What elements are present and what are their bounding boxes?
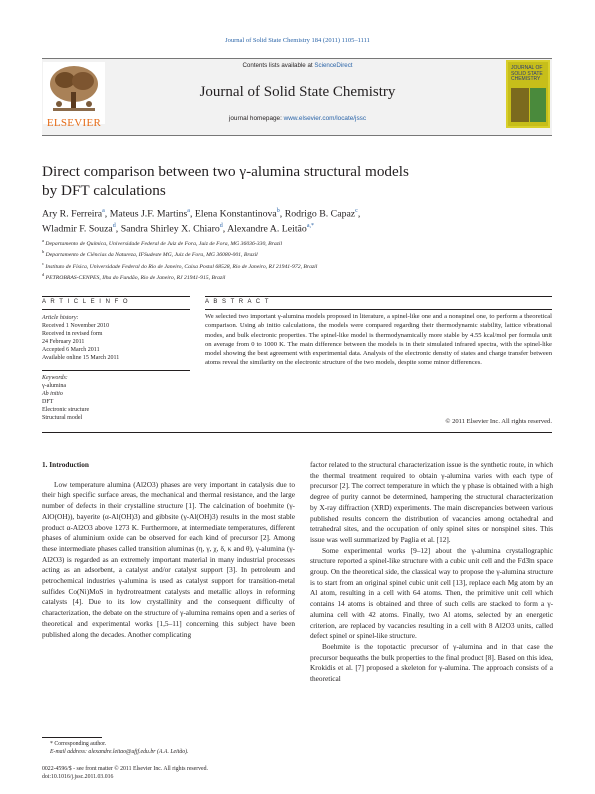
publisher-name: ELSEVIER <box>46 117 102 129</box>
abstract-rule-mid <box>205 309 552 310</box>
author-list: Ary R. Ferreira$^a$, Mateus J.F. Martins$^a$, Elena Konstantinova$^b$, Rodrigo B. Capaz$^c$, Wladmir F. Souza$^d$, Sandra Shirley X. Chiaro$^d$, Alexandre A. Leitão$^{a,*}$ <box>42 208 361 235</box>
author-affil-sup[interactable]: a <box>187 208 190 214</box>
history-item: Accepted 6 March 2011 <box>42 347 100 354</box>
history-item: Available online 15 March 2011 <box>42 355 120 362</box>
sciencedirect-link[interactable]: ScienceDirect <box>314 62 353 69</box>
author-affil-sup[interactable]: a <box>102 208 105 214</box>
footer-issn: 0022-4596/$ - see front matter © 2011 Elsevier Inc. All rights reserved. <box>42 766 208 772</box>
paragraph: Low temperature alumina (Al2O3) phases are very important in catalysis due to their high specific surface areas, the mechanical and thermal resistance, and the large number of defects in their crystalline structure [1]. The calcination of boehmite (γ-AlO(OH)), bayerite (α-Al(OH)3) and gibbsite (γ-Al(OH)3) results in the most stable product α-Al2O3 above 1273 K. Furthermore, at intermediate temperatures, different phases of aluminium oxide can be observed for each kind of precursor [2]. Among these intermediate phases called transition aluminas (η, γ, χ, δ, κ and θ), γ-alumina (γ-Al2O3) is regarded as an extremely important material in many industrial processes acting as an adsorbent, a catalyst and/or catalyst support [3]. In petroleum and petrochemical industries γ-alumina is used as catalyst support for transition-metal sulfides Co(Ni)MoS in hydrotreatment catalysts and metallic alloys in reforming catalysts [4]. Due to its low crystallinity and the consequent difficulty of characterization, the debate on the structure of γ-alumina remains open and a series of theoretical and experimental works [1,5–11] concerning this subject have been published along the decades. Another complicating <box>42 479 295 639</box>
author-affil-sup[interactable]: d <box>219 223 223 230</box>
affiliation-sup: d <box>42 272 45 278</box>
section-title-introduction: 1. Introduction <box>42 460 89 469</box>
abstract-heading: A B S T R A C T <box>205 299 270 305</box>
article-title <box>42 162 542 200</box>
abstract-rule-bottom <box>42 432 552 433</box>
author-name: Mateus J.F. Martins <box>109 208 188 220</box>
footer-doi[interactable]: doi:10.1016/j.jssc.2011.03.016 <box>42 774 114 780</box>
affiliation-sup: a <box>42 238 44 243</box>
paragraph: factor related to the structural characterization issue is the synthetic route, in which the thermal treatment required to obtain γ-alumina varies with each type of precursor [2]. The correct temperature in which the γ phase is obtained with a high degree of purity cannot be determined, hampering the structural characterization by X-ray diffraction (XRD) experiments. The main discrepancies between various published results concern the distribution of vacancies among octahedral and tetrahedral sites, and the occupation of only spinel sites or nonspinel sites. This issue was well summarized by Paglia et al. [12]. <box>310 460 553 544</box>
keyword-item: DFT <box>42 399 54 406</box>
affiliation-sup: c <box>42 260 44 266</box>
affiliation-item <box>42 271 562 282</box>
article-info-heading: A R T I C L E I N F O <box>42 299 130 305</box>
body-right-column <box>310 460 553 685</box>
article-history <box>42 314 190 363</box>
author-affil-sup[interactable]: b <box>276 208 280 214</box>
paragraph: Some experimental works [9–12] about the γ-alumina crystallographic structure reported a spinel-like structure with a cubic unit cell and the Fd3̄m space group. On the theoretical side, the classical way to propose the γ-alumina structure is to start from an original spinel cubic unit cell [13], replace each Mg atom by an Al atom, resulting in a cell with 64 atoms. Then, the primitive unit cell which contains 14 atoms is obtained and three of such cells are stacked to form a γ-alumina cell with 42 atoms. Finally, two Al atoms, selected by an energetic criterion, are replaced by vacancies resulting in a cell with 8 Al2O3 units, called defect spinel or spinel-like structure. <box>310 545 553 641</box>
affiliations <box>42 237 562 283</box>
cover-title: JOURNAL OF SOLID STATE CHEMISTRY <box>511 65 543 82</box>
footnote-email[interactable]: E-mail address: alexandre.leitao@ufjf.edu.br (A.A. Leitão). <box>50 749 189 755</box>
affiliation-item <box>42 260 562 271</box>
article-info-rule-mid <box>42 309 190 310</box>
history-item: 24 February 2011 <box>42 339 85 346</box>
affiliation-item <box>42 248 562 259</box>
author-name: Elena Konstantinova <box>194 208 277 220</box>
paragraph: Boehmite is the topotactic precursor of γ-alumina and in that case the precursor bequeaths the bulk properties to the final product [8]. Based on this idea, Krokidis et al. [7] proposed a skeleton for γ-alumina. The approach consists of a theoretical <box>310 641 553 684</box>
title-line-2: by DFT calculations <box>42 182 166 199</box>
article-info-rule-top <box>42 296 190 297</box>
author-name: Rodrigo B. Capaz <box>284 208 356 220</box>
cover-art-right <box>530 88 546 122</box>
affiliation-text: Departamento de Química, Universidade Federal de Juiz de Fora, Juiz de Fora, MG 36036-330, Brazil <box>45 240 283 247</box>
footnote <box>50 740 300 756</box>
author-affil-sup[interactable]: a,* <box>306 223 314 230</box>
author-name: Alexandre A. Leitão <box>227 223 307 235</box>
abstract-text: We selected two important γ-alumina models proposed in literature, a spinel-like one and a nonspinel one, to perform a theoretical comparison. Using ab initio calculations, the models were compared regarding their thermodynamic stability, lattice vibrational modes, and bulk electronic properties. The spinel-like model is thermodynamically more stable by 4.55 kcal/mol per formula unit on average from 0 to 1000 K. The main difference between the models is in their simulated infrared spectra, with the spinel-like model showing the best agreement with experimental data. Analysis of the electronic density of states and charge transfer between atoms reveal the similarity on the electronic structure of the two models, despite some minor differences. <box>205 313 552 367</box>
contents-prefix: Contents lists available at <box>242 62 315 69</box>
keywords-label: Keywords: <box>42 375 68 381</box>
cover-art-left <box>511 88 529 122</box>
abstract-rule-top <box>205 296 552 297</box>
affiliation-text: Departamento de Ciências da Natureza, IFSudeste MG, Juiz de Fora, MG 36080-001, Brazil <box>45 252 258 259</box>
body-left-column <box>42 460 295 640</box>
history-item: Received in revised form <box>42 331 103 338</box>
title-line-1: Direct comparison between two γ-alumina structural models <box>42 163 409 180</box>
history-item: Received 1 November 2010 <box>42 323 110 330</box>
keyword-item: Ab initio <box>42 391 63 398</box>
keyword-item: Structural model <box>42 415 83 422</box>
author-name: Sandra Shirley X. Chiaro <box>120 223 220 235</box>
affiliation-sup: b <box>42 249 45 255</box>
affiliation-text: PETROBRAS-CENPES, Ilha do Fundão, Rio de Janeiro, RJ 21941-915, Brazil <box>45 275 226 282</box>
keywords-rule <box>42 370 190 371</box>
keyword-item: Electronic structure <box>42 407 90 414</box>
author-name: Wladmir F. Souza <box>42 223 113 235</box>
footnote-rule <box>42 737 102 738</box>
copyright-notice: © 2011 Elsevier Inc. All rights reserved. <box>445 418 552 425</box>
keywords <box>42 374 190 423</box>
homepage-url-link[interactable]: www.elsevier.com/locate/jssc <box>283 115 367 122</box>
footnote-corresponding: * Corresponding author. <box>50 741 107 747</box>
history-label: Article history: <box>42 315 79 321</box>
affiliation-item <box>42 237 562 248</box>
homepage-prefix: journal homepage: <box>228 115 284 122</box>
keyword-item: γ-alumina <box>42 383 66 390</box>
affiliation-text: Instituto de Física, Universidade Federal do Rio de Janeiro, Caixa Postal 68528, Rio de Janeiro, RJ 21941-972, Brazil <box>45 263 318 270</box>
author-name: Ary R. Ferreira <box>42 208 103 220</box>
cover-panel <box>508 62 548 126</box>
page-footer <box>42 765 342 781</box>
author-affil-sup[interactable]: c <box>355 208 358 214</box>
journal-cover-image <box>506 60 550 128</box>
running-head[interactable]: Journal of Solid State Chemistry 184 (2011) 1105–1111 <box>225 37 370 44</box>
author-affil-sup[interactable]: d <box>112 223 116 230</box>
journal-title: Journal of Solid State Chemistry <box>199 84 396 100</box>
